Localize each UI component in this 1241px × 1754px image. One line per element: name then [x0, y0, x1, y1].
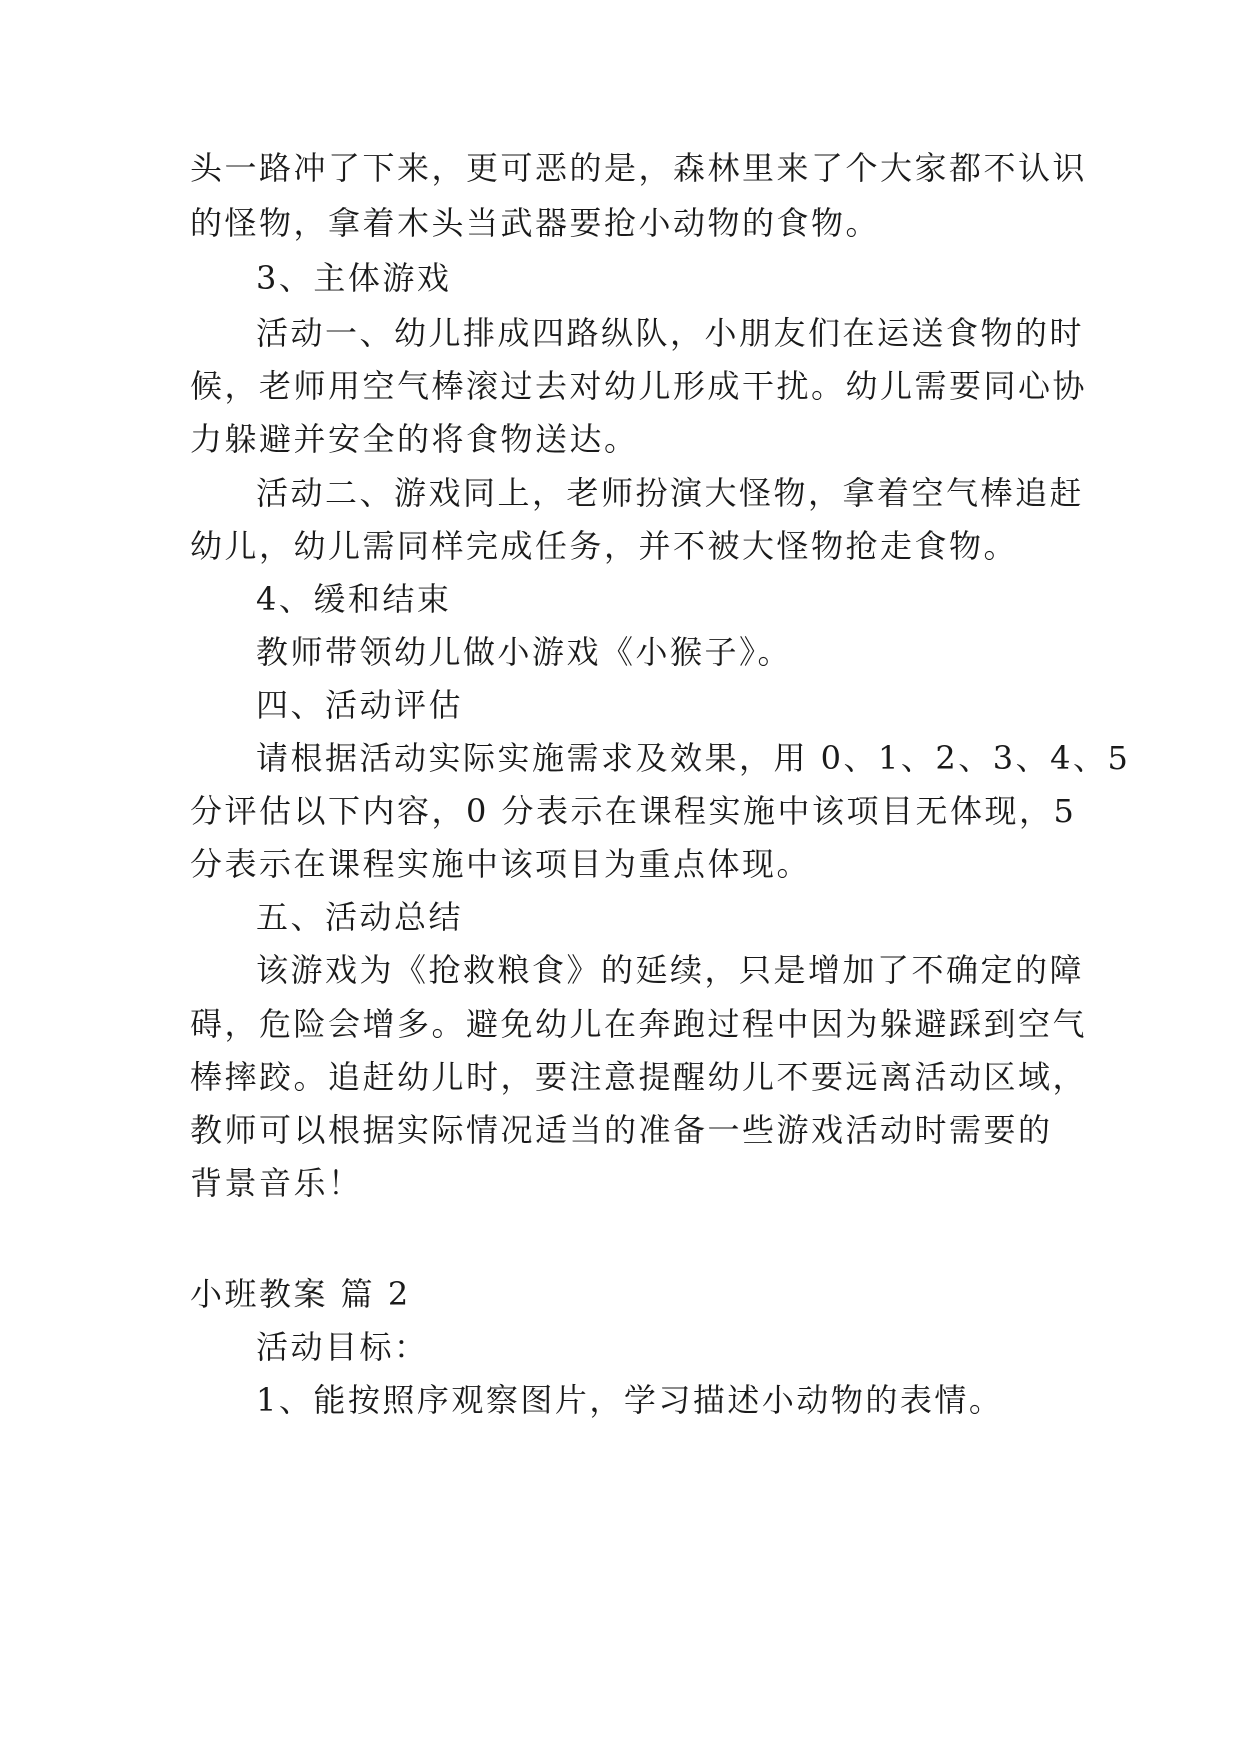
body-text-line: 教师带领幼儿做小游戏《小猴子》。: [256, 633, 793, 671]
body-text-line: 活动二、游戏同上，老师扮演大怪物，拿着空气棒追赶: [256, 474, 1085, 512]
body-text-line: 的怪物，拿着木头当武器要抢小动物的食物。: [190, 204, 881, 242]
body-text-line: 该游戏为《抢救粮食》的延续，只是增加了不确定的障: [256, 951, 1085, 989]
subsection-heading: 4、缓和结束: [256, 580, 452, 618]
body-text-line: 幼儿，幼儿需同样完成任务，并不被大怪物抢走食物。: [190, 527, 1019, 565]
body-text-line: 候，老师用空气棒滚过去对幼儿形成干扰。幼儿需要同心协: [190, 367, 1088, 405]
body-text-line: 分表示在课程实施中该项目为重点体现。: [190, 845, 812, 883]
body-text-line: 1、能按照序观察图片，学习描述小动物的表情。: [256, 1381, 1004, 1419]
body-text-line: 棒摔跤。追赶幼儿时，要注意提醒幼儿不要远离活动区域，: [190, 1058, 1088, 1096]
body-text-line: 活动一、幼儿排成四路纵队，小朋友们在运送食物的时: [256, 314, 1085, 352]
body-text-line: 教师可以根据实际情况适当的准备一些游戏活动时需要的: [190, 1111, 1053, 1149]
body-text-line: 力躲避并安全的将食物送达。: [190, 420, 639, 458]
section-title: 小班教案 篇 2: [190, 1275, 411, 1313]
body-text-line: 活动目标：: [256, 1328, 429, 1366]
body-text-line: 分评估以下内容，0 分表示在课程实施中该项目无体现，5: [190, 792, 1077, 830]
body-text-line: 请根据活动实际实施需求及效果，用 0、1、2、3、4、5: [256, 739, 1131, 777]
section-heading: 四、活动评估: [256, 686, 464, 724]
body-text-line: 背景音乐！: [190, 1164, 363, 1202]
subsection-heading: 3、主体游戏: [256, 259, 452, 297]
body-text-line: 头一路冲了下来，更可恶的是，森林里来了个大家都不认识: [190, 149, 1088, 187]
section-heading: 五、活动总结: [256, 898, 464, 936]
body-text-line: 碍，危险会增多。避免幼儿在奔跑过程中因为躲避踩到空气: [190, 1005, 1088, 1043]
